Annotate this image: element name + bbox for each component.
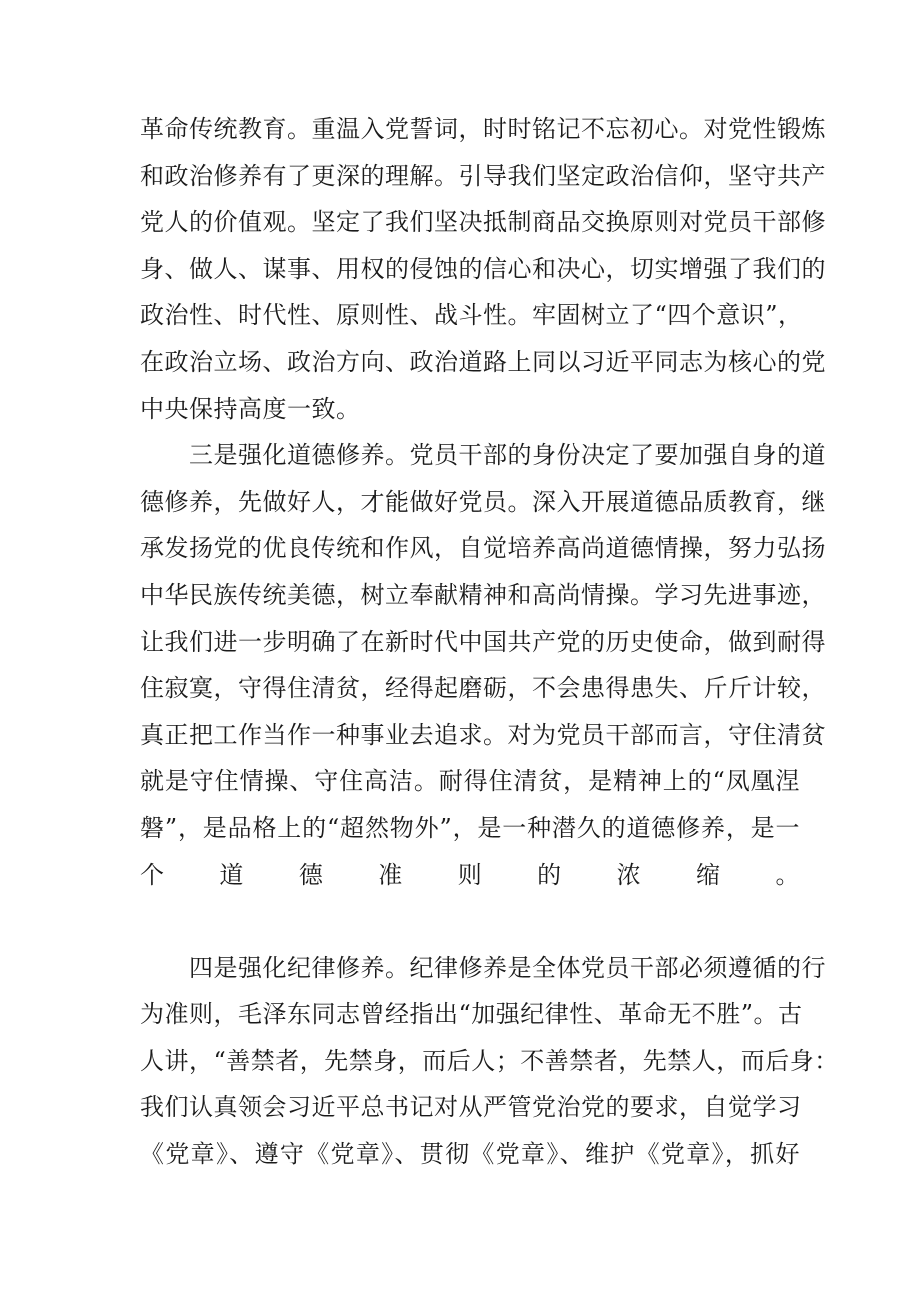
text-line: 真正把工作当作一种事业去追求。对为党员干部而言，守住清贫 bbox=[140, 720, 826, 749]
text-line: 在政治立场、政治方向、政治道路上同以习近平同志为核心的党 bbox=[140, 347, 826, 376]
text-line: 革命传统教育。重温入党誓词，时时铭记不忘初心。对党性锻炼 bbox=[140, 115, 826, 143]
text-line: 《党章》、遵守《党章》、贯彻《党章》、维护《党章》，抓好 bbox=[140, 1140, 800, 1169]
text-line: 承发扬党的优良传统和作风，自觉培养高尚道德情操，努力弘扬 bbox=[140, 534, 826, 563]
text-line: 让我们进一步明确了在新时代中国共产党的历史使命，做到耐得 bbox=[140, 627, 826, 656]
text-line: 四是强化纪律修养。纪律修养是全体党员干部必须遵循的行 bbox=[140, 953, 826, 982]
text-line: 人讲，“善禁者，先禁身，而后人；不善禁者，先禁人，而后身： bbox=[140, 1046, 839, 1075]
text-line: 政治性、时代性、原则性、战斗性。牢固树立了“四个意识”， bbox=[140, 301, 803, 330]
paragraph-2 bbox=[140, 432, 826, 945]
text-line: 中华民族传统美德，树立奉献精神和高尚情操。学习先进事迹， bbox=[140, 580, 826, 609]
text-line: 就是守住情操、守住高洁。耐得住清贫，是精神上的“凤凰涅 bbox=[140, 767, 800, 796]
text-line: 个道德准则的浓缩。 bbox=[140, 860, 800, 889]
document-body bbox=[140, 106, 839, 1178]
text-line: 德修养，先做好人，才能做好党员。深入开展道德品质教育，继 bbox=[140, 487, 826, 516]
text-line: 身、做人、谋事、用权的侵蚀的信心和决心，切实增强了我们的 bbox=[140, 254, 826, 283]
text-line: 住寂寞，守得住清贫，经得起磨砺，不会患得患失、斤斤计较， bbox=[140, 674, 826, 703]
paragraph-3 bbox=[140, 945, 839, 1178]
text-line: 和政治修养有了更深的理解。引导我们坚定政治信仰，坚守共产 bbox=[140, 161, 826, 190]
paragraph-1 bbox=[140, 106, 826, 432]
text-line: 我们认真领会习近平总书记对从严管党治党的要求，自觉学习 bbox=[140, 1093, 802, 1122]
text-line: 磐”，是品格上的“超然物外”，是一种潜久的道德修养，是一 bbox=[140, 813, 800, 842]
text-line: 党人的价值观。坚定了我们坚决抵制商品交换原则对党员干部修 bbox=[140, 208, 826, 237]
text-line bbox=[140, 898, 800, 945]
text-line: 三是强化道德修养。党员干部的身份决定了要加强自身的道 bbox=[140, 441, 826, 470]
text-line: 为准则，毛泽东同志曾经指出“加强纪律性、革命无不胜”。古 bbox=[140, 1000, 803, 1029]
text-line: 中央保持高度一致。 bbox=[140, 394, 361, 423]
